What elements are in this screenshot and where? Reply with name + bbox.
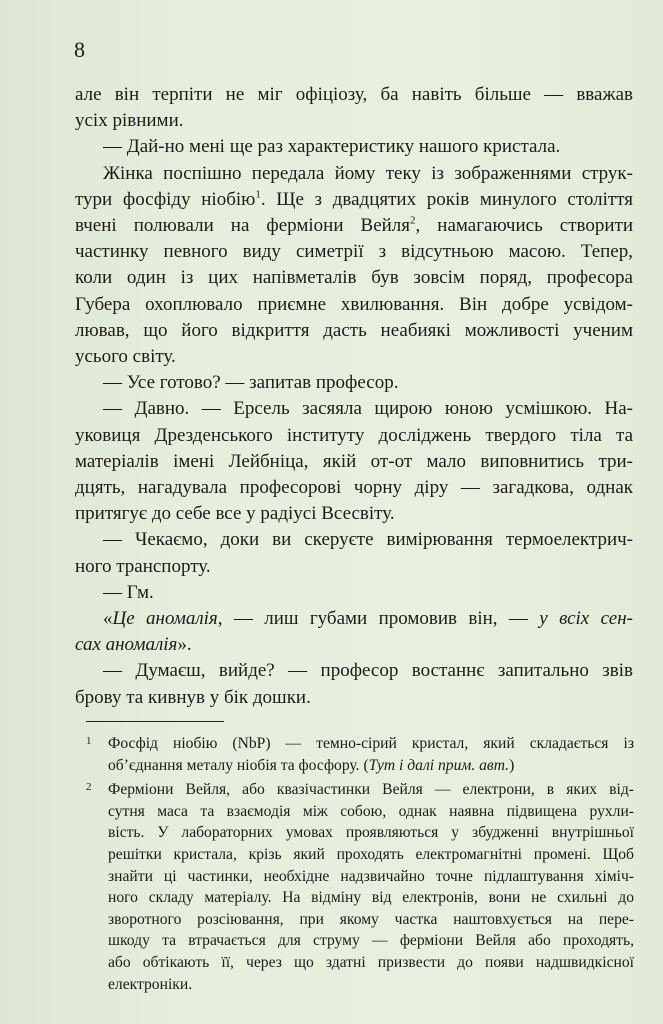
- text-line: Жінка поспішно передала йому теку із зображеннями струк-: [103, 162, 633, 184]
- text-line: [75, 606, 633, 632]
- text-line: — Гм.: [103, 581, 154, 603]
- footnote-line: Ферміони Вейля, або квазічастинки Вейля — електрони, в яких від-: [108, 781, 634, 799]
- text-line: брову та кивнув у бік дошки.: [75, 686, 311, 708]
- page-number: 8: [74, 37, 85, 62]
- text-fragment: вчені полювали на ферміони Вейля: [75, 215, 411, 237]
- text-fragment: тури фосфіду ніобію: [75, 188, 256, 210]
- footnote-line: зворотного розсіювання, при якому частка наштовхується на пере-: [108, 910, 634, 928]
- footnote-marker: 2: [86, 781, 92, 794]
- main-text: [75, 82, 633, 711]
- paragraph: [75, 658, 633, 710]
- italic-fragment: Це аномалія: [112, 608, 218, 630]
- text-line: дцять, нагадувала професорові чорну діру — загадкова, однак: [75, 477, 633, 499]
- footnote-line: [108, 755, 634, 777]
- text-fragment: . Ще з двадцятих років минулого століття: [260, 188, 633, 210]
- text-line: але він терпіти не міг офіціозу, ба навіть більше — вважав: [75, 84, 633, 105]
- text-fragment: ): [509, 756, 515, 774]
- text-line: притягує до себе все у радіусі Всесвіту.: [75, 503, 395, 525]
- text-line: — Дай-но мені ще раз характеристику нашого кристала.: [103, 136, 561, 158]
- text-fragment: , — лиш губами промовив він, —: [217, 608, 540, 630]
- footnote-line: електроніки.: [108, 975, 193, 993]
- footnote-2: [86, 779, 634, 995]
- footnote-ref-2[interactable]: 2: [410, 214, 416, 227]
- paragraph: [75, 606, 633, 658]
- paragraph: [75, 134, 633, 160]
- text-line: уковиця Дрезденського інституту досліджень твердого тіла та: [75, 424, 633, 446]
- footnote-line: сутня маса та взаємодія між собою, однак наявна підвищена рухли-: [108, 802, 634, 820]
- text-line: усього світу.: [75, 346, 176, 368]
- footnote-line: або обтікають її, через що здатні призвести до появи надшвидкісної: [108, 953, 634, 971]
- footnote-line: решітки кристала, крізь який проходять електромагнітні промені. Щоб: [108, 845, 634, 863]
- italic-fragment: Тут і далі прим. авт.: [368, 756, 510, 774]
- paragraph: [75, 527, 633, 579]
- text-line: — Думаєш, вийде? — професор востаннє запитально звів: [103, 660, 633, 682]
- text-fragment: «: [103, 608, 113, 630]
- text-line: коли один із цих напівметалів був зовсім поряд, професора: [75, 267, 633, 289]
- paragraph: [75, 370, 633, 396]
- text-line: Губера охоплювало приємне хвилювання. Він добре усвідом-: [75, 293, 633, 315]
- text-line: — Усе готово? — запитав професор.: [103, 372, 399, 394]
- text-fragment: об’єднання металу ніобія та фосфору. (: [108, 756, 369, 774]
- text-line: ного транспорту.: [75, 555, 211, 577]
- italic-fragment: сах аномалія: [75, 634, 178, 656]
- paragraph: [75, 580, 633, 606]
- footnote-line: знайти ці частинки, необхідне надзвичайно точне підлаштування хіміч-: [108, 867, 634, 885]
- text-fragment: , намагаючись створити: [415, 215, 633, 237]
- text-line: [75, 213, 633, 239]
- text-line: матеріалів імені Лейбніца, якій от-от мало виповнитись три-: [75, 450, 633, 472]
- text-fragment: ».: [177, 634, 192, 656]
- text-line: — Давно. — Ерсель засяяла щирою юною усмішкою. На-: [103, 398, 633, 420]
- text-line: усіх рівними.: [75, 110, 184, 132]
- text-line: частинку певного виду симетрії з відсутньою масою. Тепер,: [75, 241, 633, 263]
- italic-fragment: у всіх сен-: [539, 608, 633, 630]
- footnote-line: шкоду та втрачається для струму — ферміони Вейля або проходять,: [108, 932, 634, 950]
- footnote-line: Фосфід ніобію (NbP) — темно-сірий кристал, який складається із: [108, 735, 634, 752]
- paragraph: [75, 396, 633, 527]
- footnote-line: вість. У лабораторних умовах проявляються у збудженні внутрішньої: [108, 824, 634, 842]
- footnote-divider: [86, 721, 224, 722]
- footnote-marker: 1: [86, 735, 92, 747]
- footnote-line: ного складу матеріалу. На відміну від електронів, вони не схильні до: [108, 889, 634, 907]
- paragraph: [75, 82, 633, 134]
- footnote-ref-1[interactable]: 1: [255, 188, 261, 201]
- footnotes: [86, 733, 634, 998]
- footnote-1: [86, 733, 634, 776]
- text-line: лював, що його відкриття дасть неабиякі можливості ученим: [75, 319, 633, 341]
- paragraph: [75, 161, 633, 371]
- text-line: [75, 632, 633, 658]
- text-line: [75, 187, 633, 213]
- text-line: — Чекаємо, доки ви скеруєте вимірювання термоелектрич-: [103, 529, 633, 551]
